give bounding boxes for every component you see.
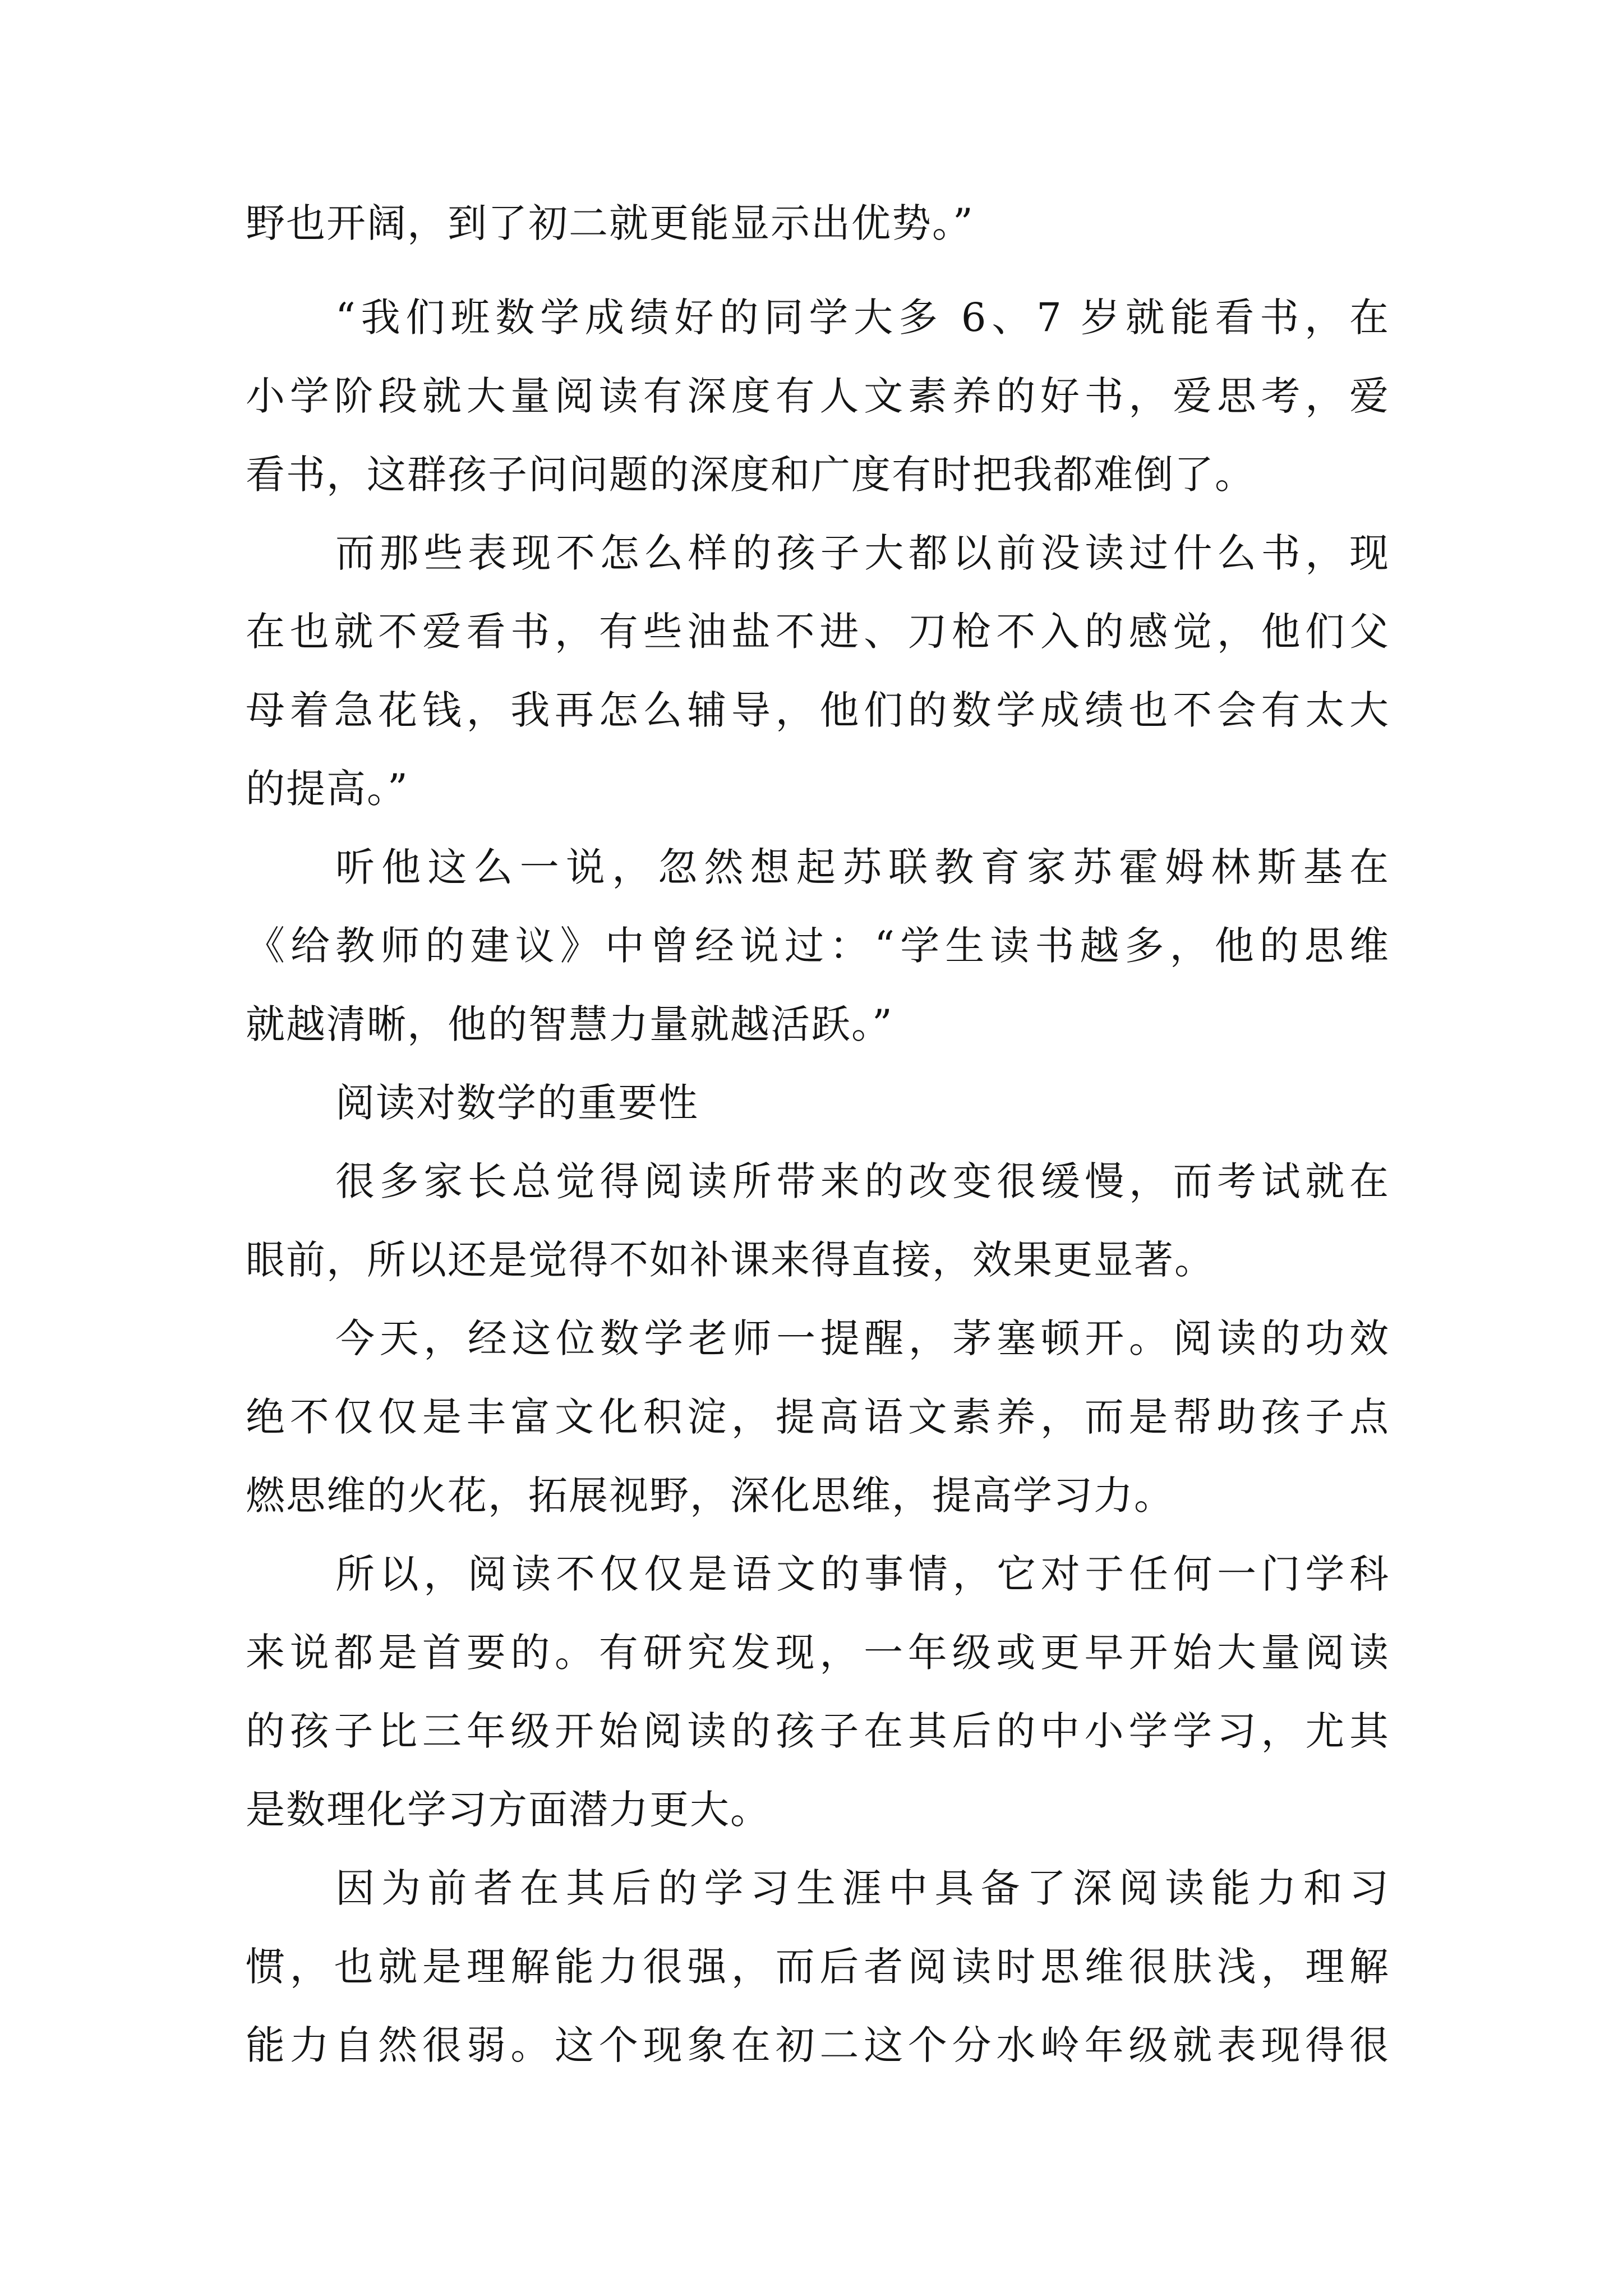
text-line-8: 的提高。”	[246, 766, 409, 812]
text-line-16: 绝不仅仅是丰富文化积淀，提高语文素养，而是帮助孩子点	[246, 1394, 1390, 1440]
text-line-6: 在也就不爱看书，有些油盐不进、刀枪不入的感觉，他们父	[246, 609, 1390, 655]
text-line-4: 看书，这群孩子问问题的深度和广度有时把我都难倒了。	[246, 452, 1255, 498]
text-line-2: “我们班数学成绩好的同学大多 6、7 岁就能看书，在	[335, 295, 1390, 341]
text-line-3: 小学阶段就大量阅读有深度有人文素养的好书，爱思考，爱	[246, 373, 1390, 419]
text-line-5: 而那些表现不怎么样的孩子大都以前没读过什么书，现	[335, 530, 1390, 576]
text-line-18: 所以，阅读不仅仅是语文的事情，它对于任何一门学科	[335, 1551, 1390, 1597]
text-line-24: 能力自然很弱。这个现象在初二这个分水岭年级就表现得很	[246, 2022, 1390, 2068]
text-line-1: 野也开阔，到了初二就更能显示出优势。”	[246, 200, 974, 246]
text-line-19: 来说都是首要的。有研究发现，一年级或更早开始大量阅读	[246, 1630, 1390, 1676]
text-line-21: 是数理化学习方面潜力更大。	[246, 1787, 771, 1833]
text-line-10: 《给教师的建议》中曾经说过：“学生读书越多，他的思维	[246, 923, 1390, 969]
text-line-11: 就越清晰，他的智慧力量就越活跃。”	[246, 1001, 893, 1047]
text-line-17: 燃思维的火花，拓展视野，深化思维，提高学习力。	[246, 1473, 1174, 1519]
section-heading: 阅读对数学的重要性	[335, 1080, 699, 1126]
text-line-22: 因为前者在其后的学习生涯中具备了深阅读能力和习	[335, 1865, 1390, 1911]
text-line-9: 听他这么一说，忽然想起苏联教育家苏霍姆林斯基在	[335, 844, 1390, 890]
text-line-13: 很多家长总觉得阅读所带来的改变很缓慢，而考试就在	[335, 1158, 1390, 1204]
text-line-20: 的孩子比三年级开始阅读的孩子在其后的中小学学习，尤其	[246, 1708, 1390, 1754]
text-line-15: 今天，经这位数学老师一提醒，茅塞顿开。阅读的功效	[335, 1315, 1390, 1361]
text-line-14: 眼前，所以还是觉得不如补课来得直接，效果更显著。	[246, 1237, 1215, 1283]
text-line-7: 母着急花钱，我再怎么辅导，他们的数学成绩也不会有太大	[246, 687, 1390, 733]
text-line-23: 惯，也就是理解能力很强，而后者阅读时思维很肤浅，理解	[246, 1944, 1390, 1990]
